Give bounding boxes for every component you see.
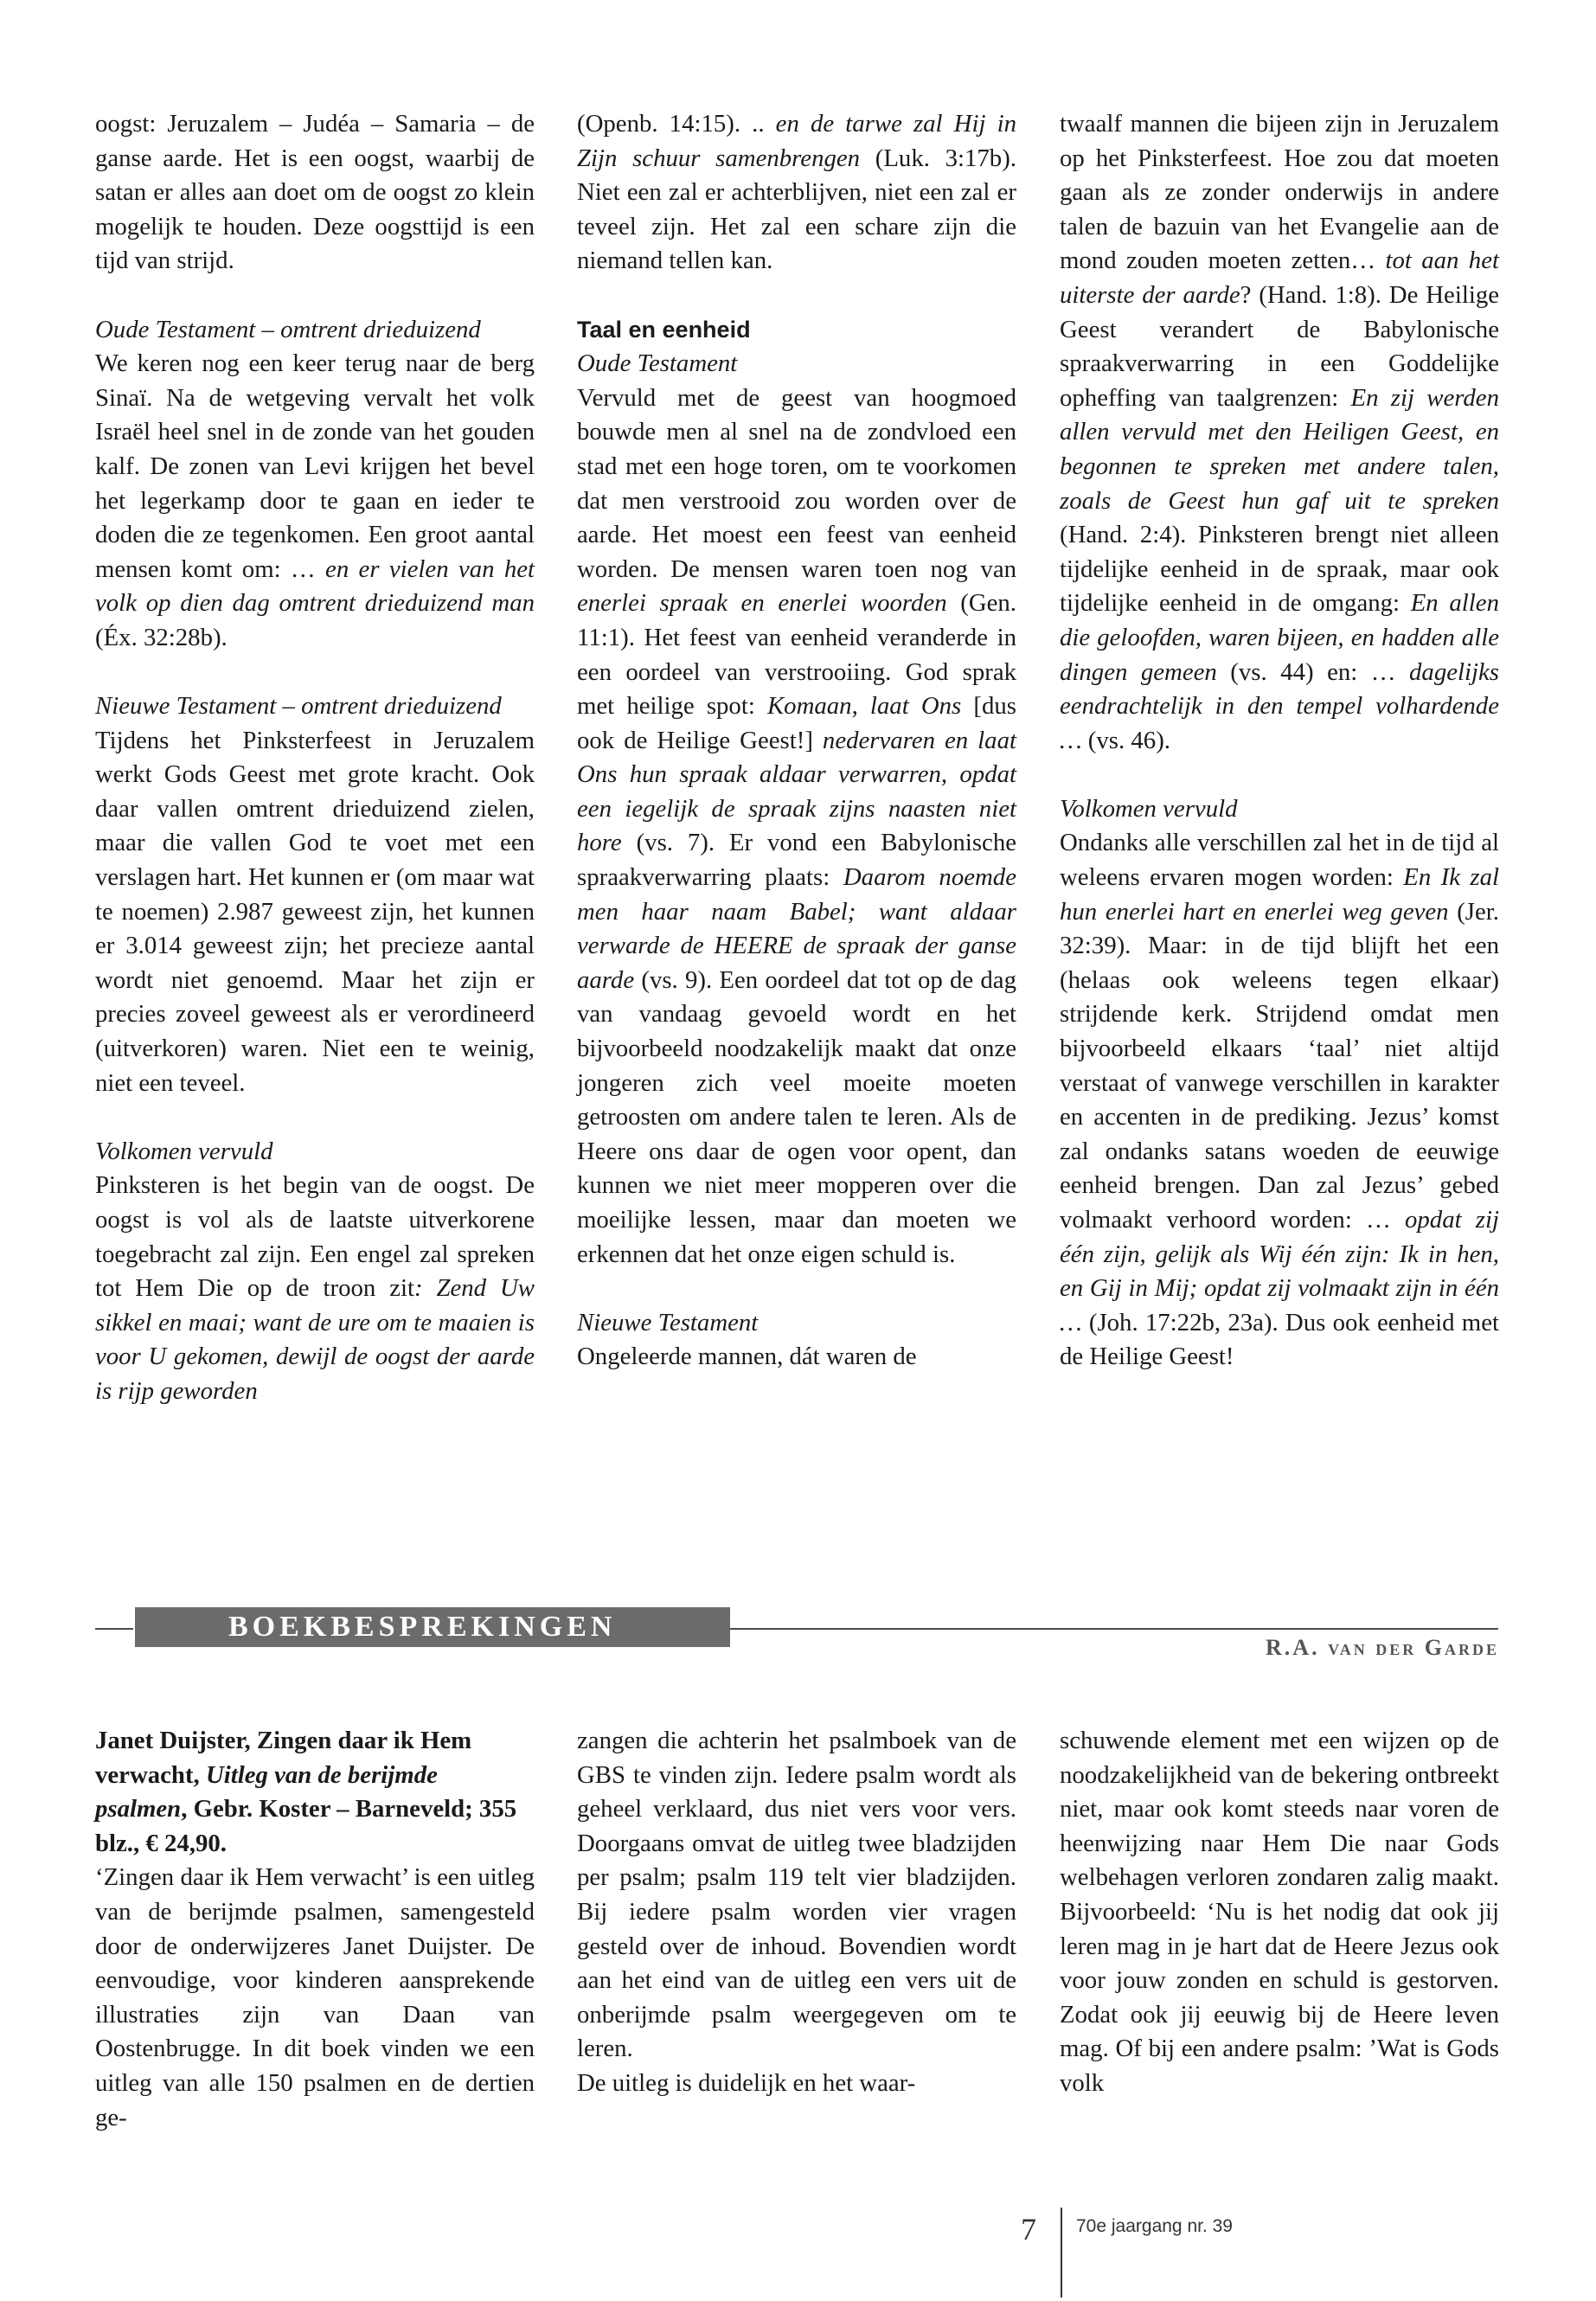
paragraph: ‘Zingen daar ik Hem verwacht’ is een uitleg van de berijmde psalmen, samengesteld door de onderwijzeres Janet Duijster. De eenvoudige, voor kinderen aansprekende illustraties zijn van Daan van Oostenbrugge. In dit boek vinden we een uitleg van alle 150 psalmen en de dertien ge- <box>95 1863 535 2131</box>
paragraph: Pinksteren is het begin van de oogst. De oogst is vol als de laatste uitverkorene toegebracht zal zijn. Een engel zal spreken tot Hem Die op de troon zit: Zend Uw sikkel en maai; want de ure om te maaien is voor U gekomen, dewijl de oogst der aarde is rijp geworden <box>95 1171 535 1405</box>
subheading: Volkomen vervuld <box>95 1137 273 1165</box>
scripture-quote: opdat zij één zijn, gelijk als Wij één zijn: Ik in hen, en Gij in Mij; opdat zij volmaakt zijn in één … <box>1060 1206 1499 1336</box>
section-rule-left <box>95 1628 133 1630</box>
scripture-quote: nedervaren en laat Ons hun spraak aldaar verwarren, opdat een iegelijk de spraak zijns naasten niet hore <box>577 726 1016 857</box>
paragraph: Ondanks alle verschillen zal het in de tijd al weleens ervaren mogen worden: En Ik zal hun enerlei hart en enerlei weg geven (Jer. 32:39). Maar: in de tijd blijft het een (helaas ook weleens tegen elkaar) strijdende kerk. Strijdend omdat men bijvoorbeeld elkaars ‘taal’ niet altijd verstaat of vanwege verschillen in karakter en accenten in de prediking. Jezus’ komst zal ondanks satans woeden de eeuwige eenheid brengen. Dan zal Jezus’ gebed volmaakt verhoord worden: … opdat zij één zijn, gelijk als Wij één zijn: Ik in hen, en Gij in Mij; opdat zij volmaakt zijn in één … (Joh. 17:22b, 23a). Dus ook eenheid met de Heilige Geest! <box>1060 829 1499 1371</box>
scripture-quote: : Zend Uw sikkel en maai; want de ure om te maaien is voor U gekomen, dewijl de oogst der aarde is rijp geworden <box>95 1274 535 1405</box>
scripture-quote: enerlei spraak en enerlei woorden <box>577 589 947 618</box>
scripture-quote: En allen die geloofden, waren bijeen, en hadden alle dingen gemeen <box>1060 589 1499 686</box>
article-column-3 <box>1060 107 1499 1375</box>
paragraph: De uitleg is duidelijk en het waar- <box>577 2068 916 2097</box>
article-column-2 <box>577 107 1016 1375</box>
paragraph: Tijdens het Pinksterfeest in Jeruzalem werkt Gods Geest met grote kracht. Ook daar vallen omtrent drieduizend zielen, maar die vallen God te voet met een verslagen hart. Het kunnen er (om maar wat te noemen) 2.987 geweest zijn, het kunnen er 3.014 geweest zijn; het precieze aantal wordt niet genoemd. Maar het zijn er precies zoveel geweest als er verordineerd (uitverkoren) waren. Niet een te weinig, niet een teveel. <box>95 726 535 1097</box>
section-heading: Taal en eenheid <box>577 316 751 343</box>
paragraph: zangen die achterin het psalmboek van de GBS te vinden zijn. Iedere psalm wordt als geheel verklaard, dus niet vers voor vers. Doorgaans omvat de uitleg twee bladzijden per psalm; psalm 119 telt vier bladzijden. Bij iedere psalm worden vier vragen gesteld over de inhoud. Bovendien wordt aan het eind van de uitleg een vers uit de onberijmde psalm weergegeven om te leren. <box>577 1727 1016 2063</box>
paragraph: Vervuld met de geest van hoogmoed bouwde men al snel na de zondvloed een stad met een hoge toren, om te voorkomen dat men verstrooid zou worden over de aarde. Het moest een feest van eenheid worden. De mensen waren toen nog van enerlei spraak en enerlei woorden (Gen. 11:1). Het feest van eenheid veranderde in een oordeel van verstrooiing. God sprak met heilige spot: Komaan, laat Ons [dus ook de Heilige Geest!] nedervaren en laat Ons hun spraak aldaar verwarren, opdat een iegelijk de spraak zijns naasten niet hore (vs. 7). Er vond een Babylonische spraakverwarring plaats: Daarom noemde men haar naam Babel; want aldaar verwarde de HEERE de spraak der ganse aarde (vs. 9). Een oordeel dat tot op de dag van vandaag gevoeld wordt en het bijvoorbeeld noodzakelijk maakt dat onze jongeren zich veel moeite moeten getroosten om andere talen te leren. Als de Heere ons daar de ogen voor opent, dan kunnen we niet meer mopperen over die moeilijke lessen, maar dan moeten we erkennen dat het onze eigen schuld is. <box>577 383 1016 1268</box>
scripture-quote: en de tarwe zal Hij in Zijn schuur samenbrengen <box>577 110 1016 172</box>
footer-divider <box>1061 2208 1062 2298</box>
scripture-quote: en er vielen van het volk op dien dag omtrent drieduizend man <box>95 554 535 618</box>
scripture-quote: Daarom noemde men haar naam Babel; want aldaar verwarde de HEERE de spraak der ganse aarde <box>577 863 1016 994</box>
subheading: Nieuwe Testament <box>577 1308 759 1336</box>
subheading: Oude Testament – omtrent drieduizend <box>95 315 481 343</box>
review-column-3 <box>1060 1724 1499 2101</box>
scripture-quote: dagelijks eendrachtelijk in den tempel volhardende … <box>1060 657 1499 754</box>
section-title-bar: BOEKBESPREKINGEN <box>135 1607 730 1647</box>
paragraph: (Openb. 14:15). .. en de tarwe zal Hij in Zijn schuur samenbrengen (Luk. 3:17b). Niet een zal er achterblijven, niet een zal er teveel zijn. Het zal een schare zijn die niemand tellen kan. <box>577 110 1016 275</box>
review-column-1 <box>95 1724 535 2135</box>
section-rule-right <box>730 1628 1498 1630</box>
page-number: 7 <box>1021 2212 1036 2247</box>
article-column-1 <box>95 107 535 1409</box>
paragraph: twaalf mannen die bijeen zijn in Jeruzalem op het Pinksterfeest. Hoe zou dat moeten gaan als ze zonder onderwijs in andere talen de bazuin van het Evangelie aan de mond zouden moeten zetten… tot aan het uiterste der aarde? (Hand. 1:8). De Heilige Geest verandert de Babylonische spraakverwarring in een Goddelijke opheffing van taalgrenzen: En zij werden allen vervuld met den Heiligen Geest, en begonnen te spreken met andere talen, zoals de Geest hun gaf uit te spreken (Hand. 2:4). Pinksteren brengt niet alleen tijdelijke eenheid in de spraak, maar ook tijdelijke eenheid in de omgang: En allen die geloofden, waren bijeen, en hadden alle dingen gemeen (vs. 44) en: … dagelijks eendrachtelijk in den tempel volhardende … (vs. 46). <box>1060 110 1500 754</box>
paragraph: Ongeleerde mannen, dát waren de <box>577 1343 917 1371</box>
book-title: Janet Duijster, Zingen daar ik Hem verwacht, Uitleg van de berijmde psalmen, Gebr. Koster – Barneveld; 355 blz., € 24,90. <box>95 1727 517 1857</box>
section-author: R.A. van der Garde <box>1266 1635 1499 1660</box>
scripture-quote: En zij werden allen vervuld met den Heiligen Geest, en begonnen te spreken met andere talen, zoals de Geest hun gaf uit te spreken <box>1060 383 1499 515</box>
subheading: Volkomen vervuld <box>1060 794 1238 823</box>
paragraph: oogst: Jeruzalem – Judéa – Samaria – de ganse aarde. Het is een oogst, waarbij de satan er alles aan doet om de oogst zo klein mogelijk te houden. Deze oogsttijd is een tijd van strijd. <box>95 110 535 275</box>
paragraph: schuwende element met een wijzen op de noodzakelijkheid van de bekering ontbreekt niet, maar ook komt steeds naar voren de heenwijzing naar Hem Die naar Gods welbehagen verloren zondaren zalig maakt. Bijvoorbeeld: ‘Nu is het nodig dat ook jij leren mag in je hart dat de Heere Jezus ook voor jouw zonden en schuld is gestorven. Zodat ook jij eeuwig bij de Heere leven mag. Of bij een andere psalm: ’Wat is Gods volk <box>1060 1727 1499 2097</box>
subheading: Oude Testament <box>577 349 738 378</box>
scripture-quote: tot aan het uiterste der aarde <box>1060 247 1499 309</box>
subheading: Nieuwe Testament – omtrent drieduizend <box>95 692 502 721</box>
scripture-quote: Komaan, laat Ons <box>766 692 962 721</box>
paragraph: We keren nog een keer terug naar de berg Sinaï. Na de wetgeving vervalt het volk Israël heel snel in de zonde van het gouden kalf. De zonen van Levi krijgen het bevel het legerkamp door te gaan en ieder te doden die ze tegenkomen. Een groot aantal mensen komt om: … en er vielen van het volk op dien dag omtrent drieduizend man (Éx. 32:28b). <box>95 349 535 651</box>
issue-label: 70e jaargang nr. 39 <box>1076 2216 1233 2236</box>
scripture-quote: En Ik zal hun enerlei hart en enerlei weg geven <box>1060 863 1499 926</box>
review-column-2 <box>577 1724 1016 2101</box>
